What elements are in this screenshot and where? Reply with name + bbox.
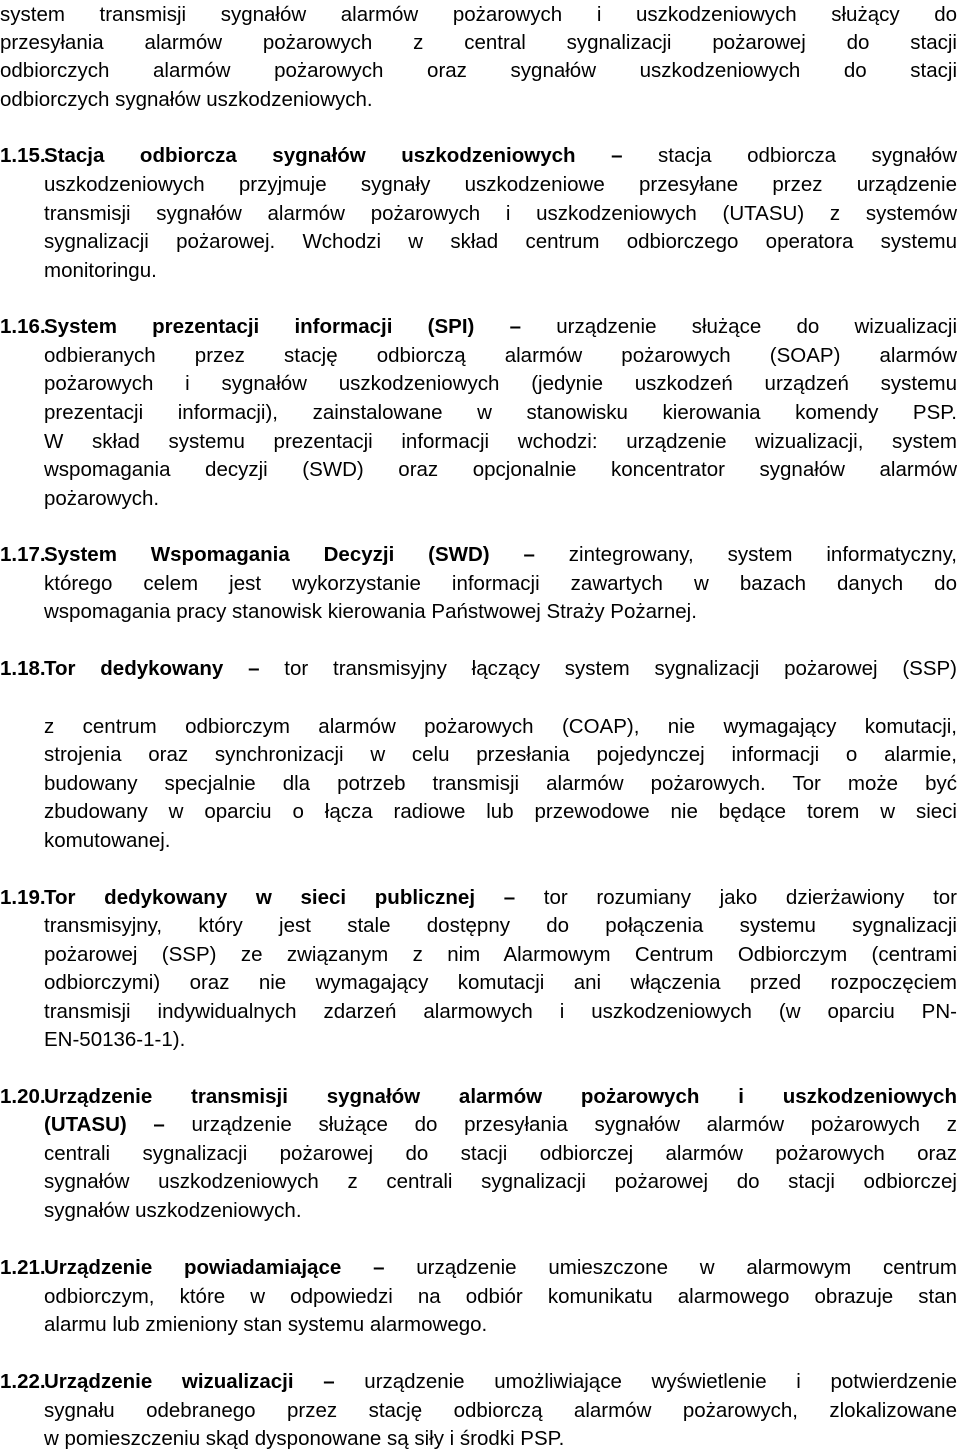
definition-number: 1.17. <box>0 543 46 566</box>
definition-term: System Wspomagania Decyzji (SWD) <box>44 543 490 566</box>
text-line: w pomieszczeniu skąd dysponowane są siły i środki PSP. <box>44 1427 565 1450</box>
definition-number: 1.16. <box>0 315 46 338</box>
definition-heading-line <box>0 1253 957 1282</box>
definition-text: urządzenie służące do wizualizacji <box>556 315 957 338</box>
text-line: odbiorczymi) oraz nie wymagający komutacji ani włączenia przed rozpoczęciem <box>44 971 957 994</box>
text-line: przesyłania alarmów pożarowych z central sygnalizacji pożarowej do stacji <box>0 31 957 54</box>
definition-term-abbreviation: (UTASU) <box>44 1113 127 1136</box>
text-line: monitoringu. <box>44 259 157 282</box>
text-line: odbiorczych alarmów pożarowych oraz sygnałów uszkodzeniowych do stacji <box>0 59 957 82</box>
text-line: pożarowych. <box>44 487 160 510</box>
dash: – <box>523 543 535 566</box>
dash: – <box>153 1113 165 1136</box>
definition-number: 1.18. <box>0 657 46 680</box>
text-line: którego celem jest wykorzystanie informacji zawartych w bazach danych do <box>44 572 957 595</box>
definition-text: urządzenie umożliwiające wyświetlenie i potwierdzenie <box>364 1370 957 1393</box>
definition-text: urządzenie umieszczone w alarmowym centrum <box>416 1256 957 1279</box>
text-line: uszkodzeniowych przyjmuje sygnały uszkodzeniowe przesyłane przez urządzenie <box>44 173 957 196</box>
definition-text: stacja odbiorcza sygnałów <box>658 144 957 167</box>
definition-number: 1.20. <box>0 1085 46 1108</box>
definition-text: tor rozumiany jako dzierżawiony tor <box>543 886 957 909</box>
text-line: z centrum odbiorczym alarmów pożarowych (COAP), nie wymagający komutacji, <box>44 715 957 738</box>
dash: – <box>503 886 516 909</box>
definition-term: System prezentacji informacji (SPI) <box>44 315 475 338</box>
text-line: W skład systemu prezentacji informacji wchodzi: urządzenie wizualizacji, system <box>44 430 957 453</box>
text-line: centrali sygnalizacji pożarowej do stacji odbiorczej alarmów pożarowych oraz <box>44 1142 957 1165</box>
text-line: transmisji indywidualnych zdarzeń alarmowych i uszkodzeniowych (w oparciu PN- <box>44 1000 957 1023</box>
definition-number: 1.19. <box>0 886 46 909</box>
dash: – <box>611 144 623 167</box>
definition-heading-line <box>0 883 957 912</box>
text-line: odbiorczych sygnałów uszkodzeniowych. <box>0 88 373 111</box>
text-line: alarmu lub zmieniony stan systemu alarmowego. <box>44 1313 488 1336</box>
definition-heading-line <box>0 312 957 341</box>
dash: – <box>248 657 260 680</box>
text-line: komutowanej. <box>44 829 171 852</box>
definition-term: Urządzenie powiadamiające <box>44 1256 342 1279</box>
definition-term: Urządzenie wizualizacji <box>44 1370 294 1393</box>
text-line: sygnałów uszkodzeniowych z centrali sygnalizacji pożarowej do stacji odbiorczej <box>44 1170 957 1193</box>
definition-text: tor transmisyjny łączący system sygnalizacji pożarowej (SSP) <box>284 657 957 680</box>
text-line: sygnałów uszkodzeniowych. <box>44 1199 302 1222</box>
definition-heading-line <box>0 654 957 683</box>
definition-heading-line <box>0 141 957 170</box>
text-line: system transmisji sygnałów alarmów pożarowych i uszkodzeniowych służący do <box>0 3 957 26</box>
dash: – <box>509 315 521 338</box>
text-line: strojenia oraz synchronizacji w celu przesłania pojedynczej informacji o alarmie, <box>44 743 957 766</box>
definition-text: zintegrowany, system informatyczny, <box>568 543 957 566</box>
definition-number: 1.22. <box>0 1370 46 1393</box>
text-line: odbiorczym, które w odpowiedzi na odbiór komunikatu alarmowego obrazuje stan <box>44 1285 957 1308</box>
definition-text: urządzenie służące do przesyłania sygnałów alarmów pożarowych z <box>191 1113 957 1136</box>
definition-heading-continuation <box>44 1110 957 1139</box>
definition-term: Tor dedykowany w sieci publicznej <box>44 886 476 909</box>
definition-heading-line <box>0 1082 957 1111</box>
text-line: EN-50136-1-1). <box>44 1028 186 1051</box>
dash: – <box>373 1256 385 1279</box>
text-line: budowany specjalnie dla potrzeb transmisji alarmów pożarowych. Tor może być <box>44 772 957 795</box>
text-line: pożarowych i sygnałów uszkodzeniowych (jedynie uszkodzeń urządzeń systemu <box>44 372 957 395</box>
text-line: prezentacji informacji), zainstalowane w stanowisku kierowania komendy PSP. <box>44 401 957 424</box>
text-line: wspomagania pracy stanowisk kierowania Państwowej Straży Pożarnej. <box>44 600 697 623</box>
text-line: wspomagania decyzji (SWD) oraz opcjonalnie koncentrator sygnałów alarmów <box>44 458 957 481</box>
definition-number: 1.15. <box>0 144 46 167</box>
text-line: transmisji sygnałów alarmów pożarowych i uszkodzeniowych (UTASU) z systemów <box>44 202 957 225</box>
text-line: zbudowany w oparciu o łącza radiowe lub przewodowe nie będące torem w sieci <box>44 800 957 823</box>
definition-term: Tor dedykowany <box>44 657 224 680</box>
definition-heading-line <box>0 540 957 569</box>
definition-heading-line <box>0 1367 957 1396</box>
text-line: sygnalizacji pożarowej. Wchodzi w skład centrum odbiorczego operatora systemu <box>44 230 957 253</box>
definition-number: 1.21. <box>0 1256 46 1279</box>
definition-term: Urządzenie transmisji sygnałów alarmów pożarowych i uszkodzeniowych <box>44 1085 957 1108</box>
text-line: sygnału odebranego przez stację odbiorczą alarmów pożarowych, zlokalizowane <box>44 1399 957 1422</box>
text-line: transmisyjny, który jest stale dostępny do połączenia systemu sygnalizacji <box>44 914 957 937</box>
dash: – <box>323 1370 335 1393</box>
text-line: odbieranych przez stację odbiorczą alarmów pożarowych (SOAP) alarmów <box>44 344 957 367</box>
text-line: pożarowej (SSP) ze związanym z nim Alarmowym Centrum Odbiorczym (centrami <box>44 943 957 966</box>
definition-term: Stacja odbiorcza sygnałów uszkodzeniowych <box>44 144 576 167</box>
